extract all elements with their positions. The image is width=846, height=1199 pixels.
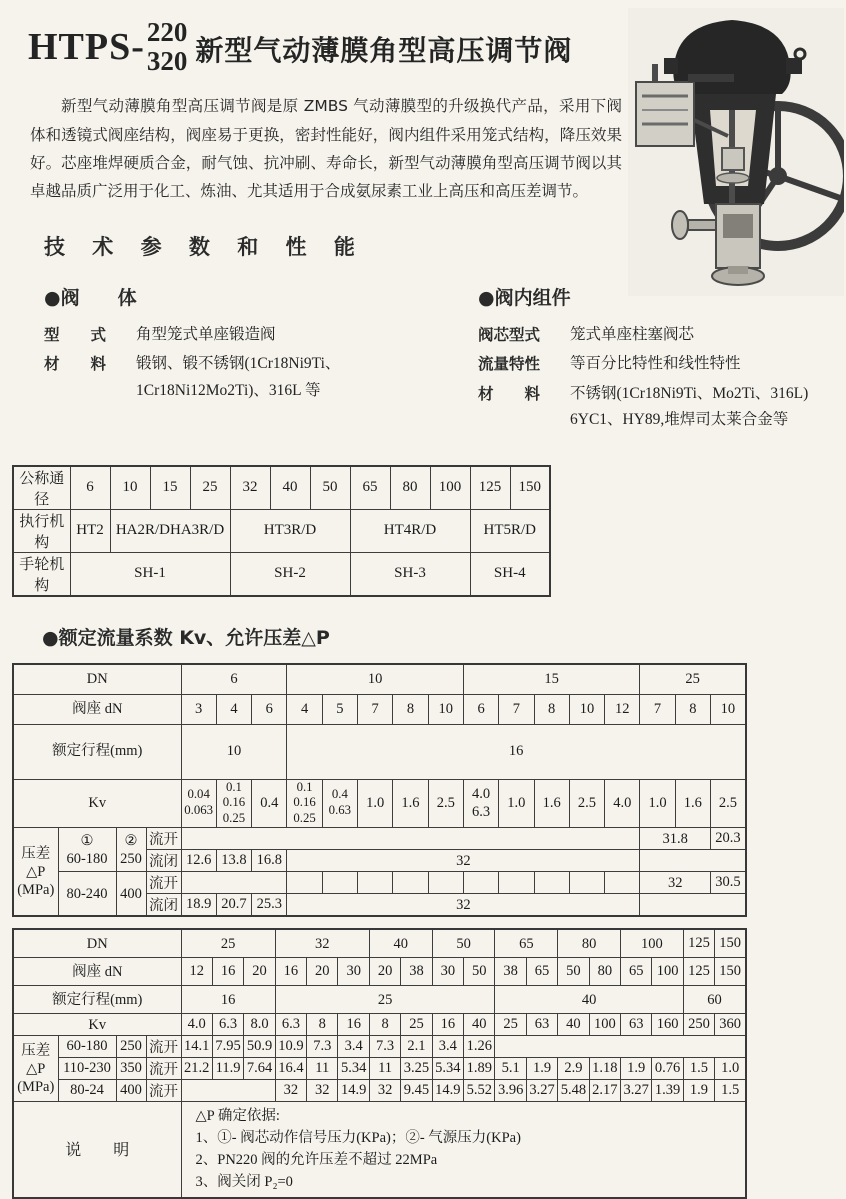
table-cell: 32 <box>369 1080 400 1102</box>
table-cell: 14.9 <box>338 1080 369 1102</box>
table-cell: 25 <box>401 1014 432 1036</box>
table-cell: 40 <box>270 466 310 510</box>
table-cell: 2.17 <box>589 1080 620 1102</box>
table-cell <box>640 894 746 917</box>
table-cell: 1.9 <box>526 1058 557 1080</box>
table-cell <box>640 850 746 872</box>
table-cell: 63 <box>526 1014 557 1036</box>
table-cell: 流开 <box>146 828 181 850</box>
spec-value: 等百分比特性和线性特性 <box>570 355 741 373</box>
table-cell: 16 <box>275 958 306 986</box>
table-cell: 32 <box>287 894 640 917</box>
table-cell: 5.48 <box>558 1080 589 1102</box>
table-cell: 5.34 <box>338 1058 369 1080</box>
table-cell: 10 <box>287 664 463 695</box>
table-cell: 50 <box>432 929 495 958</box>
table-cell: 12 <box>605 694 640 724</box>
table-cell: 0.76 <box>652 1058 683 1080</box>
table-cell: 流开 <box>146 872 181 894</box>
table-cell: 100 <box>430 466 470 510</box>
table-cell: 1.0 <box>499 779 534 828</box>
table-cell: 7.3 <box>307 1036 338 1058</box>
table-cell <box>569 872 604 894</box>
table-cell: 100 <box>652 958 683 986</box>
table-cell: 10.9 <box>275 1036 306 1058</box>
table-cell: 65 <box>621 958 652 986</box>
table-cell: 7 <box>499 694 534 724</box>
table-cell: 10 <box>569 694 604 724</box>
table-cell: 10 <box>711 694 746 724</box>
table-cell: 21.2 <box>181 1058 212 1080</box>
spec-columns <box>0 279 846 436</box>
table-cell: Kv <box>13 779 181 828</box>
intro-paragraph: 新型气动薄膜角型高压调节阀是原 ZMBS 气动薄膜型的升级换代产品，采用下阀体和透镜式阀座结构，阀座易于更换，密封性能好，阀内组件采用笼式结构，降压效果好。芯座堆焊硬质合金，耐气蚀、抗冲刷、寿命长，新型气动薄膜角型高压调节阀以其卓越品质广泛用于化工、炼油、尤其适用于合成氨尿素工业上高压和高压差调节。 <box>30 97 622 200</box>
spec-row <box>44 351 478 404</box>
spec-row <box>44 322 478 348</box>
table-cell: 60-180 <box>58 1036 116 1058</box>
table-cell: 0.4 0.63 <box>322 779 357 828</box>
table-cell: 150 <box>510 466 550 510</box>
table-cell: 5.34 <box>432 1058 463 1080</box>
table-cell: 150 <box>715 958 746 986</box>
page-title: 新型气动薄膜角型高压调节阀 <box>195 34 573 68</box>
kv-pressure-table-upper <box>12 663 846 918</box>
table-cell: 32 <box>640 872 711 894</box>
valve-body-heading: ●阀 体 <box>44 287 137 310</box>
table-cell: 7.3 <box>369 1036 400 1058</box>
table-cell: 50 <box>464 958 495 986</box>
table-cell: 5.1 <box>495 1058 526 1080</box>
table-cell: 手轮机构 <box>13 552 70 596</box>
table-cell: 16 <box>338 1014 369 1036</box>
table-cell: HT5R/D <box>470 509 550 552</box>
table-cell: 40 <box>495 986 683 1014</box>
table-cell: 400 <box>116 872 146 917</box>
table-cell: 4.0 <box>181 1014 212 1036</box>
table-cell <box>393 872 428 894</box>
table-cell: 3.27 <box>526 1080 557 1102</box>
table-cell: 1.6 <box>393 779 428 828</box>
table-cell: 10 <box>181 724 287 779</box>
table-cell: 3.4 <box>338 1036 369 1058</box>
actuator-selection-table <box>12 465 846 597</box>
table-cell: 20 <box>369 958 400 986</box>
table-cell: 10 <box>428 694 463 724</box>
model-number-stack <box>147 18 188 76</box>
table-cell: 额定行程(mm) <box>13 986 181 1014</box>
table-cell: 20.3 <box>711 828 746 850</box>
table-cell: 3.27 <box>621 1080 652 1102</box>
table-cell: 14.1 <box>181 1036 212 1058</box>
table-cell: HA2R/DHA3R/D <box>110 509 230 552</box>
table-cell: 说 明 <box>13 1102 181 1199</box>
table-cell: 32 <box>230 466 270 510</box>
table-cell: 8 <box>675 694 710 724</box>
table-cell: 40 <box>369 929 432 958</box>
table-cell: 5 <box>322 694 357 724</box>
table-cell: 32 <box>307 1080 338 1102</box>
table-cell: 32 <box>275 929 369 958</box>
table-cell: 9.45 <box>401 1080 432 1102</box>
table-cell: 压差 △P (MPa) <box>13 1036 58 1102</box>
table-cell: 8 <box>369 1014 400 1036</box>
table-cell: 1.39 <box>652 1080 683 1102</box>
kv-pressure-table-lower <box>12 928 846 1199</box>
table-cell <box>322 872 357 894</box>
table-cell <box>463 872 498 894</box>
table-cell: 15 <box>150 466 190 510</box>
table-cell: 流闭 <box>146 850 181 872</box>
table-cell: 32 <box>275 1080 306 1102</box>
spec-label: 型 式 <box>44 326 107 345</box>
table-cell: 2.5 <box>569 779 604 828</box>
table-cell: 8 <box>534 694 569 724</box>
valve-product-photo <box>628 8 844 296</box>
table-cell <box>358 872 393 894</box>
table-cell: 100 <box>621 929 684 958</box>
spec-value: 不锈钢(1Cr18Ni9Ti、Mo2Ti、316L) 6YC1、HY89,堆焊司太莱合金等 <box>570 384 809 429</box>
table-cell: 150 <box>715 929 746 958</box>
model-prefix: HTPS- <box>28 26 145 69</box>
table-cell: 125 <box>470 466 510 510</box>
table-cell: 160 <box>652 1014 683 1036</box>
table-cell: 31.8 <box>640 828 711 850</box>
table-cell: 15 <box>463 664 639 695</box>
spec-row <box>478 322 846 348</box>
table-cell: 5.52 <box>464 1080 495 1102</box>
table-cell: 65 <box>350 466 390 510</box>
table-cell: ① 60-180 <box>58 828 116 872</box>
table-cell: 4 <box>216 694 251 724</box>
table-cell: 6 <box>252 694 287 724</box>
table-cell: 6 <box>181 664 287 695</box>
table-cell: 250 <box>683 1014 714 1036</box>
table-cell: 额定行程(mm) <box>13 724 181 779</box>
table-cell: HT2 <box>70 509 110 552</box>
table-cell: 65 <box>495 929 558 958</box>
table-cell: 11.9 <box>212 1058 243 1080</box>
table-cell <box>181 828 640 850</box>
table-cell: 8 <box>393 694 428 724</box>
table-cell: 25 <box>181 929 275 958</box>
table-cell: 4.0 <box>605 779 640 828</box>
table-cell: 流闭 <box>146 894 181 917</box>
spec-value: 笼式单座柱塞阀芯 <box>570 326 695 344</box>
table-cell: 16.8 <box>252 850 287 872</box>
model-bottom: 320 <box>146 46 188 77</box>
table-cell: 1.0 <box>715 1058 746 1080</box>
table-cell: 8 <box>307 1014 338 1036</box>
table-cell: 50 <box>310 466 350 510</box>
table-cell: 38 <box>495 958 526 986</box>
table-cell <box>495 1036 746 1058</box>
spec-row <box>478 351 846 377</box>
table-cell: 50 <box>558 958 589 986</box>
table-cell: 阀座 dN <box>13 958 181 986</box>
table-cell: 7.95 <box>212 1036 243 1058</box>
table-cell: 阀座 dN <box>13 694 181 724</box>
table-cell: 80 <box>558 929 621 958</box>
table-cell: 25 <box>640 664 746 695</box>
table-cell: 63 <box>621 1014 652 1036</box>
document-header-area <box>0 0 846 205</box>
table-cell: HT3R/D <box>230 509 350 552</box>
spec-row <box>478 381 846 434</box>
table-cell: DN <box>13 929 181 958</box>
table-cell: 16 <box>287 724 746 779</box>
table-cell: 1.6 <box>675 779 710 828</box>
table-cell: 100 <box>589 1014 620 1036</box>
table-cell: 125 <box>683 929 714 958</box>
table-cell: 10 <box>110 466 150 510</box>
table-cell: 60 <box>683 986 746 1014</box>
table-cell: 1.5 <box>683 1058 714 1080</box>
table-cell: HT4R/D <box>350 509 470 552</box>
table-cell <box>605 872 640 894</box>
table-cell <box>428 872 463 894</box>
table-cell: 4.0 6.3 <box>463 779 498 828</box>
table-cell: 6 <box>463 694 498 724</box>
table-cell: 3.4 <box>432 1036 463 1058</box>
table-cell: 流开 <box>146 1036 181 1058</box>
table-cell: 1.0 <box>358 779 393 828</box>
table-cell: 12 <box>181 958 212 986</box>
table-cell: △P 确定依据: 1、①- 阀芯动作信号压力(KPa)；②- 气源压力(KPa) 2、PN220 阀的允许压差不超过 22MPa 3、阀关闭 P₂=0 <box>181 1102 746 1199</box>
table-cell: SH-4 <box>470 552 550 596</box>
spec-label: 材 料 <box>44 355 107 374</box>
table-cell: 20.7 <box>216 894 251 917</box>
valve-trim-heading: ●阀内组件 <box>478 287 571 310</box>
table-cell: 80 <box>589 958 620 986</box>
table-cell: 2.5 <box>711 779 746 828</box>
table-cell: 30.5 <box>711 872 746 894</box>
table-cell: 1.18 <box>589 1058 620 1080</box>
table-cell: 1.89 <box>464 1058 495 1080</box>
table-cell <box>181 872 287 894</box>
table-cell <box>499 872 534 894</box>
table-cell: 1.0 <box>640 779 675 828</box>
table-cell: 0.1 0.16 0.25 <box>287 779 322 828</box>
table-cell: 80-24 <box>58 1080 116 1102</box>
table-cell: 0.04 0.063 <box>181 779 216 828</box>
table-cell: 7 <box>358 694 393 724</box>
model-top: 220 <box>146 17 188 47</box>
table-cell: 流开 <box>146 1058 181 1080</box>
table-cell: 125 <box>683 958 714 986</box>
table-cell: 250 <box>116 1036 146 1058</box>
table-cell: 32 <box>287 850 640 872</box>
valve-body-section <box>0 279 478 436</box>
table-cell: ② 250 <box>116 828 146 872</box>
table-cell: 25.3 <box>252 894 287 917</box>
table-cell: 25 <box>275 986 495 1014</box>
valve-trim-section <box>478 279 846 436</box>
table-cell <box>181 1080 275 1102</box>
table-cell <box>287 872 322 894</box>
table-cell: Kv <box>13 1014 181 1036</box>
table-cell: 12.6 <box>181 850 216 872</box>
table-cell: 4 <box>287 694 322 724</box>
table-cell: 65 <box>526 958 557 986</box>
table-cell: 50.9 <box>244 1036 275 1058</box>
table-cell: 1.26 <box>464 1036 495 1058</box>
table-cell: 16 <box>432 1014 463 1036</box>
spec-label: 材 料 <box>478 384 541 403</box>
tech-params-heading: 技 术 参 数 和 性 能 <box>44 235 365 260</box>
table-cell: 25 <box>190 466 230 510</box>
table-cell: 110-230 <box>58 1058 116 1080</box>
table-cell: 2.9 <box>558 1058 589 1080</box>
table-cell: 1.9 <box>621 1058 652 1080</box>
table-cell: 30 <box>432 958 463 986</box>
table-cell: 3.96 <box>495 1080 526 1102</box>
table-cell: 80-240 <box>58 872 116 917</box>
table-cell: 流开 <box>146 1080 181 1102</box>
spec-value: 角型笼式单座锻造阀 <box>136 326 276 344</box>
table-cell: 1.5 <box>715 1080 746 1102</box>
table-cell: 14.9 <box>432 1080 463 1102</box>
table-cell: 6.3 <box>212 1014 243 1036</box>
table-cell: 7 <box>640 694 675 724</box>
table-cell: 360 <box>715 1014 746 1036</box>
table-cell: 公称通径 <box>13 466 70 510</box>
spec-value: 锻钢、锻不锈钢(1Cr18Ni9Ti、1Cr18Ni12Mo2Ti)、316L 等 <box>136 355 341 399</box>
table-cell: 0.4 <box>252 779 287 828</box>
table-cell: 20 <box>307 958 338 986</box>
table-cell: 3 <box>181 694 216 724</box>
table-cell: 16 <box>181 986 275 1014</box>
table-cell: 16 <box>212 958 243 986</box>
table-cell: 2.5 <box>428 779 463 828</box>
table-cell: 80 <box>390 466 430 510</box>
table-cell: 0.1 0.16 0.25 <box>216 779 251 828</box>
table-cell: 13.8 <box>216 850 251 872</box>
spec-label: 流量特性 <box>478 355 541 374</box>
table-cell: 3.25 <box>401 1058 432 1080</box>
table-cell: 40 <box>464 1014 495 1036</box>
table-cell: 2.1 <box>401 1036 432 1058</box>
spec-label: 阀芯型式 <box>478 326 541 345</box>
table-cell: 40 <box>558 1014 589 1036</box>
kv-section-heading: ●额定流量系数 Kv、允许压差△P <box>42 626 330 649</box>
table-cell: 11 <box>369 1058 400 1080</box>
table-cell: 压差 △P (MPa) <box>13 828 58 917</box>
table-cell: 6 <box>70 466 110 510</box>
table-cell: 20 <box>244 958 275 986</box>
table-cell: 7.64 <box>244 1058 275 1080</box>
table-cell <box>534 872 569 894</box>
table-cell: 1.6 <box>534 779 569 828</box>
table-cell: 11 <box>307 1058 338 1080</box>
table-cell: 350 <box>116 1058 146 1080</box>
table-cell: 25 <box>495 1014 526 1036</box>
table-cell: 执行机构 <box>13 509 70 552</box>
table-cell: SH-2 <box>230 552 350 596</box>
table-cell: SH-1 <box>70 552 230 596</box>
table-cell: 1.9 <box>683 1080 714 1102</box>
table-cell: 30 <box>338 958 369 986</box>
table-cell: SH-3 <box>350 552 470 596</box>
table-cell: 6.3 <box>275 1014 306 1036</box>
table-cell: DN <box>13 664 181 695</box>
table-cell: 8.0 <box>244 1014 275 1036</box>
table-cell: 16.4 <box>275 1058 306 1080</box>
table-cell: 400 <box>116 1080 146 1102</box>
table-cell: 38 <box>401 958 432 986</box>
table-cell: 18.9 <box>181 894 216 917</box>
